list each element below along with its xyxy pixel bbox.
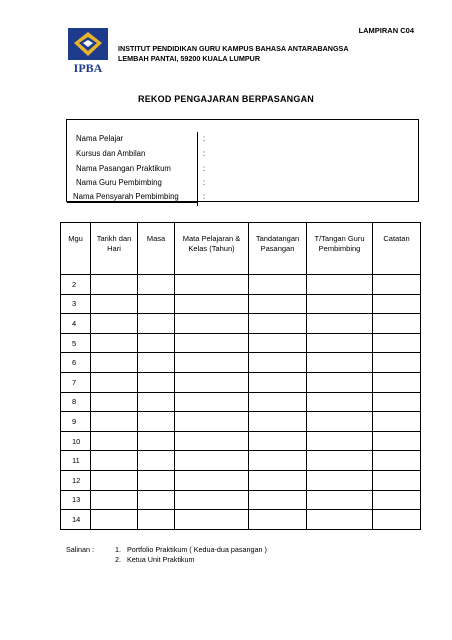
table-cell xyxy=(373,490,421,510)
table-cell xyxy=(175,353,249,373)
table-cell xyxy=(175,372,249,392)
col-header-ttangan-guru: T/Tangan Guru Pembimbing xyxy=(307,223,373,275)
week-number: 10 xyxy=(61,431,91,451)
ipba-logo xyxy=(68,28,108,74)
table-cell xyxy=(373,451,421,471)
teaching-record-table xyxy=(60,222,421,530)
table-cell xyxy=(138,275,175,295)
week-number: 5 xyxy=(61,333,91,353)
info-row-pasangan xyxy=(67,164,418,178)
table-cell xyxy=(307,353,373,373)
col-header-tandatangan: Tandatangan Pasangan xyxy=(249,223,307,275)
table-cell xyxy=(249,372,307,392)
week-number: 12 xyxy=(61,470,91,490)
table-cell xyxy=(249,490,307,510)
week-number: 11 xyxy=(61,451,91,471)
table-cell xyxy=(249,333,307,353)
institution-address xyxy=(118,44,349,64)
table-cell xyxy=(138,451,175,471)
note-number: 2. xyxy=(115,555,121,564)
table-cell xyxy=(307,314,373,334)
table-cell xyxy=(249,470,307,490)
table-row xyxy=(61,333,421,353)
info-label: Nama Pensyarah Pembimbing xyxy=(73,192,179,201)
table-cell xyxy=(373,275,421,295)
table-row xyxy=(61,490,421,510)
table-cell xyxy=(91,431,138,451)
week-number: 2 xyxy=(61,275,91,295)
table-cell xyxy=(91,470,138,490)
week-number: 6 xyxy=(61,353,91,373)
info-colon: : xyxy=(203,134,206,143)
table-cell xyxy=(373,431,421,451)
col-header-tarikh: Tarikh dan Hari xyxy=(91,223,138,275)
table-cell xyxy=(307,392,373,412)
table-cell xyxy=(373,510,421,530)
table-cell xyxy=(307,372,373,392)
table-cell xyxy=(307,431,373,451)
table-cell xyxy=(91,490,138,510)
table-header-row xyxy=(61,223,421,275)
week-number: 8 xyxy=(61,392,91,412)
info-colon: : xyxy=(203,192,206,201)
table-cell xyxy=(138,314,175,334)
table-cell xyxy=(175,510,249,530)
table-cell xyxy=(138,490,175,510)
table-cell xyxy=(91,510,138,530)
table-cell xyxy=(175,431,249,451)
table-cell xyxy=(249,392,307,412)
note-line xyxy=(66,555,267,565)
table-cell xyxy=(175,470,249,490)
table-cell xyxy=(138,294,175,314)
table-row xyxy=(61,275,421,295)
table-cell xyxy=(373,294,421,314)
table-cell xyxy=(373,314,421,334)
note-prefix: Salinan : xyxy=(66,545,94,554)
table-cell xyxy=(138,510,175,530)
table-cell xyxy=(307,275,373,295)
week-number: 14 xyxy=(61,510,91,530)
info-colon: : xyxy=(203,164,206,173)
table-cell xyxy=(91,451,138,471)
table-cell xyxy=(175,275,249,295)
note-text: Portfolio Praktikum ( Kedua-dua pasangan ) xyxy=(127,545,267,554)
table-cell xyxy=(307,470,373,490)
col-header-mata-pelajaran: Mata Pelajaran & Kelas (Tahun) xyxy=(175,223,249,275)
table-row xyxy=(61,392,421,412)
info-label: Nama Pelajar xyxy=(76,134,124,143)
table-cell xyxy=(307,294,373,314)
table-cell xyxy=(175,412,249,432)
info-divider xyxy=(67,202,198,203)
table-row xyxy=(61,294,421,314)
table-cell xyxy=(138,412,175,432)
note-number: 1. xyxy=(115,545,121,554)
institution-name: INSTITUT PENDIDIKAN GURU KAMPUS BAHASA ANTARABANGSA xyxy=(118,44,349,53)
col-header-catatan: Catatan xyxy=(373,223,421,275)
table-cell xyxy=(373,353,421,373)
table-cell xyxy=(249,314,307,334)
table-cell xyxy=(138,392,175,412)
week-number: 7 xyxy=(61,372,91,392)
notes xyxy=(66,545,267,565)
table-row xyxy=(61,510,421,530)
table-cell xyxy=(138,353,175,373)
table-cell xyxy=(91,392,138,412)
table-cell xyxy=(175,490,249,510)
table-cell xyxy=(91,294,138,314)
info-colon: : xyxy=(203,149,206,158)
table-cell xyxy=(91,412,138,432)
table-cell xyxy=(307,451,373,471)
week-number: 9 xyxy=(61,412,91,432)
table-cell xyxy=(91,353,138,373)
table-cell xyxy=(91,275,138,295)
table-cell xyxy=(373,392,421,412)
logo-text: IPBA xyxy=(73,61,103,74)
info-row-guru xyxy=(67,178,418,192)
table-cell xyxy=(175,333,249,353)
table-cell xyxy=(175,392,249,412)
week-number: 3 xyxy=(61,294,91,314)
table-row xyxy=(61,470,421,490)
info-box xyxy=(66,119,419,202)
table-cell xyxy=(175,451,249,471)
table-cell xyxy=(307,333,373,353)
table-row xyxy=(61,431,421,451)
note-text: Ketua Unit Praktikum xyxy=(127,555,195,564)
info-row-kursus xyxy=(67,149,418,163)
table-cell xyxy=(138,333,175,353)
table-cell xyxy=(249,275,307,295)
col-header-masa: Masa xyxy=(138,223,175,275)
table-cell xyxy=(373,333,421,353)
info-label: Nama Guru Pembimbing xyxy=(76,178,162,187)
table-cell xyxy=(91,333,138,353)
info-row-pensyarah xyxy=(67,192,418,206)
table-cell xyxy=(249,510,307,530)
table-cell xyxy=(138,431,175,451)
lampiran-code: LAMPIRAN C04 xyxy=(358,26,414,35)
table-cell xyxy=(373,372,421,392)
table-cell xyxy=(138,470,175,490)
table-cell xyxy=(175,314,249,334)
note-line xyxy=(66,545,267,555)
info-row-nama-pelajar xyxy=(67,134,418,148)
table-cell xyxy=(373,470,421,490)
table-row xyxy=(61,451,421,471)
col-header-mgu: Mgu xyxy=(61,223,91,275)
table-row xyxy=(61,314,421,334)
table-cell xyxy=(249,412,307,432)
institution-location: LEMBAH PANTAI, 59200 KUALA LUMPUR xyxy=(118,54,261,63)
table-cell xyxy=(307,510,373,530)
table-cell xyxy=(91,314,138,334)
table-cell xyxy=(249,451,307,471)
table-cell xyxy=(307,412,373,432)
table-cell xyxy=(91,372,138,392)
info-label: Nama Pasangan Praktikum xyxy=(76,164,171,173)
table-cell xyxy=(307,490,373,510)
week-number: 4 xyxy=(61,314,91,334)
table-cell xyxy=(373,412,421,432)
table-cell xyxy=(249,353,307,373)
info-label: Kursus dan Ambilan xyxy=(76,149,146,158)
table-row xyxy=(61,412,421,432)
table-row xyxy=(61,353,421,373)
info-colon: : xyxy=(203,178,206,187)
table-cell xyxy=(249,431,307,451)
table-cell xyxy=(138,372,175,392)
document-title: REKOD PENGAJARAN BERPASANGAN xyxy=(138,94,314,104)
table-cell xyxy=(175,294,249,314)
week-number: 13 xyxy=(61,490,91,510)
table-row xyxy=(61,372,421,392)
table-cell xyxy=(249,294,307,314)
